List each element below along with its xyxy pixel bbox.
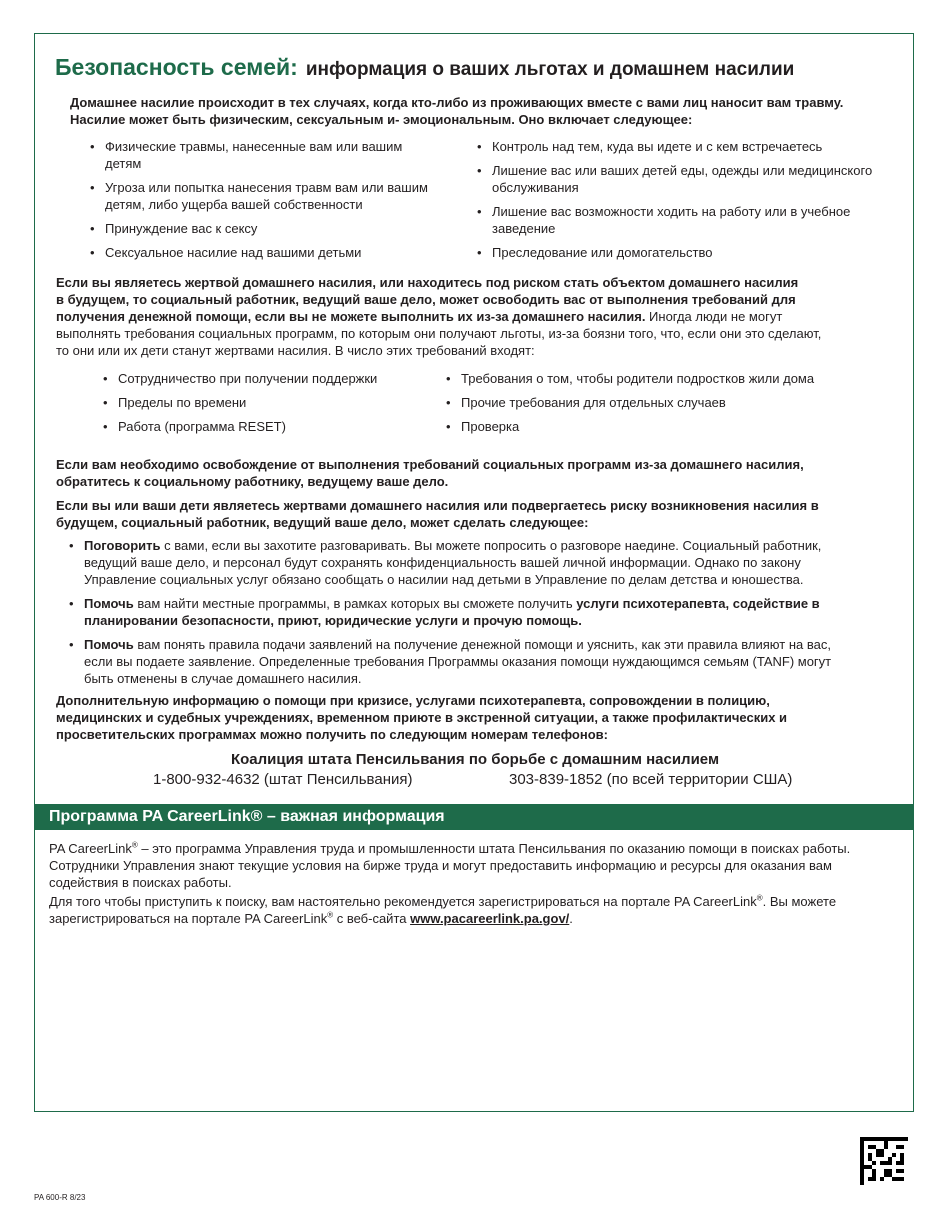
more-info-paragraph xyxy=(56,692,787,743)
list-item: • Лишение вас или ваших детей еды, одежды или медицинского обслуживания xyxy=(477,162,897,196)
careerlink-paragraph-2 xyxy=(49,893,836,927)
phone-pa: 1-800-932-4632 (штат Пенсильвания) xyxy=(153,771,413,788)
list-item: • Проверка xyxy=(446,418,886,435)
bold-text: Помочь xyxy=(84,637,134,652)
coalition-name: Коалиция штата Пенсильвания по борьбе с домашним насилием xyxy=(230,751,720,768)
text-line: просветительских программах можно получить по следующим номерам телефонов: xyxy=(56,727,608,742)
text: . Вы можете xyxy=(762,894,837,909)
text-line: планировании безопасности, приют, юридические услуги и прочую помощь. xyxy=(84,613,582,628)
waiver-paragraph xyxy=(56,456,804,490)
text-line: быть отменены в случае домашнего насилия. xyxy=(84,671,362,686)
list-item: • Физические травмы, нанесенные вам или вашим детям xyxy=(90,138,440,172)
can-do-paragraph xyxy=(56,497,819,531)
victim-paragraph xyxy=(56,274,821,359)
text: PA CareerLink xyxy=(49,841,132,856)
text-line: ведущий ваше дело, и персонал будут сохранять конфиденциальность вашей личной информации. Однако по закону xyxy=(84,555,801,570)
list-item: • Угроза или попытка нанесения травм вам или вашим детям, либо ущерба вашей собственности xyxy=(90,179,440,213)
registered-mark: ® xyxy=(756,893,763,903)
text: с вами, если вы захотите разговаривать. Вы можете попросить о разговоре наедине. Социальный работник, xyxy=(160,538,822,553)
list-item: • Лишение вас возможности ходить на работу или в учебное заведение xyxy=(477,203,897,237)
text-line xyxy=(49,893,836,910)
requirements-list-left xyxy=(103,370,433,442)
intro-line: Насилие может быть физическим, сексуальным и- эмоциональным. Оно включает следующее: xyxy=(70,112,693,127)
list-item: • Пределы по времени xyxy=(103,394,433,411)
text: зарегистрироваться на портале PA CareerLink xyxy=(49,911,328,926)
careerlink-url-link[interactable]: www.pacareerlink.pa.gov/ xyxy=(410,911,570,926)
text: – это программа Управления труда и промышленности штата Пенсильвания по оказанию помощи в поисках работы. xyxy=(137,841,851,856)
list-item: • Контроль над тем, куда вы идете и с кем встречаетесь xyxy=(477,138,897,155)
title-main: Безопасность семей: xyxy=(55,54,298,80)
text-line: обратитесь к социальному работнику, ведущему ваше дело. xyxy=(56,474,449,489)
text: Для того чтобы приступить к поиску, вам настоятельно рекомендуется зарегистрироваться на портале PA CareerLink xyxy=(49,894,757,909)
text: с веб-сайта xyxy=(333,911,411,926)
qr-code-icon xyxy=(860,1137,908,1185)
text-line xyxy=(49,840,850,857)
careerlink-banner: Программа PA CareerLink® – важная информация xyxy=(34,804,914,830)
text-line: Если вы являетесь жертвой домашнего насилия, или находитесь под риском стать объектом домашнего насилия xyxy=(56,275,799,290)
text-line: Дополнительную информацию о помощи при кризисе, услугами психотерапевта, сопровождении в полицию, xyxy=(56,693,770,708)
list-item xyxy=(69,537,899,588)
list-item: • Преследование или домогательство xyxy=(477,244,897,261)
text-line: Управление социальных услуг обязано сообщать о насилии над детьми в Управление по делам детства и юношества. xyxy=(84,572,804,587)
careerlink-paragraph-1 xyxy=(49,840,850,891)
registered-mark: ® xyxy=(327,910,334,920)
bold-text: Помочь xyxy=(84,596,134,611)
text: Иногда люди не могут xyxy=(645,309,783,324)
intro-paragraph xyxy=(70,94,843,128)
list-item: • Сотрудничество при получении поддержки xyxy=(103,370,433,387)
form-id: PA 600-R 8/23 xyxy=(34,1193,86,1202)
text: вам понять правила подачи заявлений на получение денежной помощи и уяснить, как эти правила влияют на вас, xyxy=(133,637,831,652)
text-line xyxy=(56,308,821,325)
text-line: содействия в поисках работы. xyxy=(49,875,232,890)
text-line: Если вам необходимо освобождение от выполнения требований социальных программ из-за домашнего насилия, xyxy=(56,457,804,472)
text-line: Сотрудники Управления знают текущие условия на бирже труда и могут предоставить информацию и ресурсы для оказания вам xyxy=(49,858,832,873)
text-line: в будущем, то социальный работник, ведущий ваше дело, может освободить вас от выполнения требований для xyxy=(56,292,796,307)
list-item: • Сексуальное насилие над вашими детьми xyxy=(90,244,440,261)
page-title xyxy=(55,54,794,81)
intro-line: Домашнее насилие происходит в тех случаях, когда кто-либо из проживающих вместе с вами лиц наносит вам травму. xyxy=(70,95,844,110)
text-line: Если вы или ваши дети являетесь жертвами домашнего насилия или подвергаетесь риску возникновения насилия в xyxy=(56,498,819,513)
abuse-list-right xyxy=(477,138,897,268)
list-item: • Требования о том, чтобы родители подростков жили дома xyxy=(446,370,886,387)
bold-text: получения денежной помощи, если вы не можете выполнить их из-за домашнего насилия. xyxy=(56,309,646,324)
text: . xyxy=(569,911,573,926)
text-line: то они или их дети станут жертвами насилия. В число этих требований входят: xyxy=(56,343,535,358)
requirements-list-right xyxy=(446,370,886,442)
title-subtitle: информация о ваших льготах и домашнем насилии xyxy=(305,59,795,80)
text: вам найти местные программы, в рамках которых вы сможете получить xyxy=(133,596,577,611)
list-item: • Принуждение вас к сексу xyxy=(90,220,440,237)
registered-mark: ® xyxy=(131,840,138,850)
text-line: выполнять требования социальных программ, по которым они получают льготы, из-за боязни того, что, если они это сделают, xyxy=(56,326,822,341)
list-item xyxy=(69,636,899,687)
list-item: • Прочие требования для отдельных случаев xyxy=(446,394,886,411)
text-line: будущем, социальный работник, ведущий ваше дело, может сделать следующее: xyxy=(56,515,589,530)
abuse-list-left xyxy=(90,138,440,268)
bold-text: услуги психотерапевта, содействие в xyxy=(576,596,820,611)
bold-text: Поговорить xyxy=(84,538,161,553)
phone-us: 303-839-1852 (по всей территории США) xyxy=(509,771,793,788)
list-item: • Работа (программа RESET) xyxy=(103,418,433,435)
actions-list xyxy=(69,537,899,694)
list-item xyxy=(69,595,899,629)
text-line: если вы подаете заявление. Определенные требования Программы оказания помощи нуждающимся семьям (TANF) могут xyxy=(84,654,832,669)
text-line: медицинских и судебных учреждениях, временном приюте в экстренной ситуации, а также профилактических и xyxy=(56,710,788,725)
text-line xyxy=(49,910,836,927)
